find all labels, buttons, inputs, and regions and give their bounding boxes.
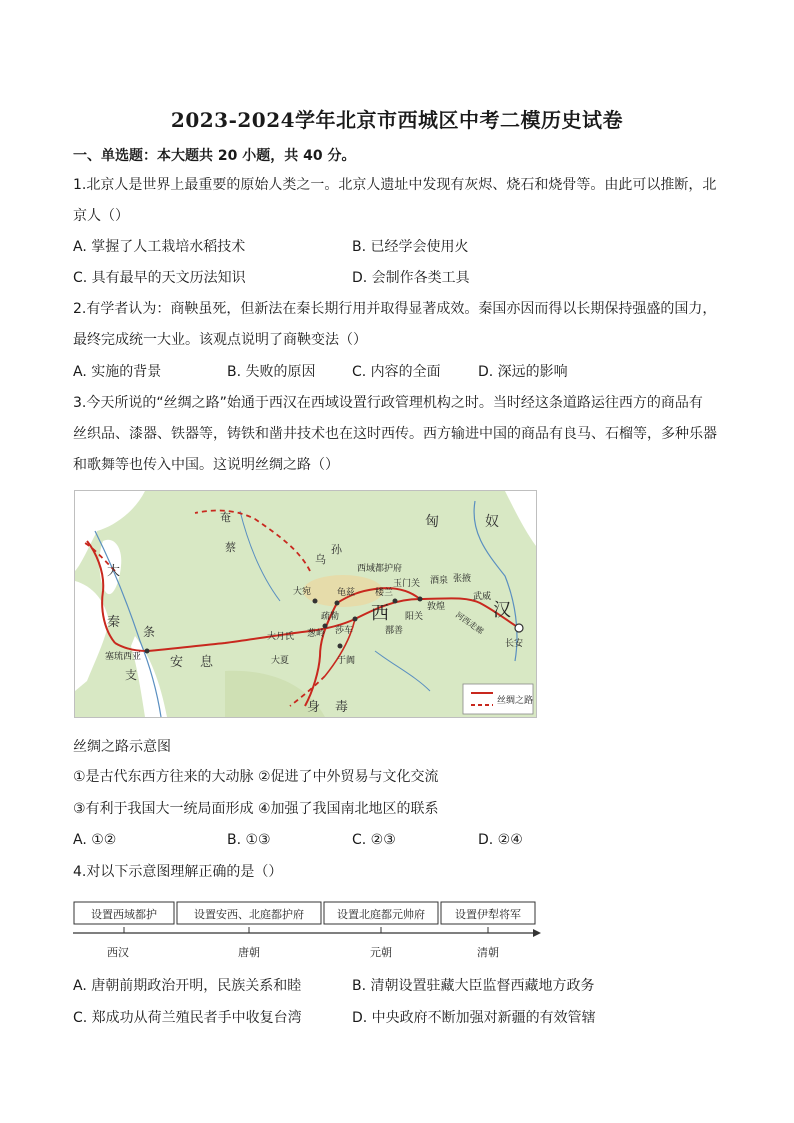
- timeline-dynasty-3: 元朝: [370, 946, 392, 959]
- place-congling: 葱岭: [307, 629, 326, 639]
- q2-option-b: B. 失败的原因: [227, 364, 316, 380]
- map-caption: 丝绸之路示意图: [73, 739, 171, 755]
- timeline-dynasty-1: 西汉: [107, 946, 129, 959]
- place-qiuci: 龟兹: [337, 588, 356, 598]
- question-2-text-cont: 最终完成统一大业。该观点说明了商鞅变法（）: [73, 332, 367, 348]
- timeline-dynasty-4: 清朝: [477, 946, 499, 959]
- q4-option-a: A. 唐朝前期政治开明，民族关系和睦: [73, 978, 302, 994]
- label-qin: 秦: [107, 615, 121, 630]
- label-yancai-2: 蔡: [225, 541, 236, 554]
- q3-statement-1: ①是古代东西方往来的大动脉 ②促进了中外贸易与文化交流: [73, 769, 439, 785]
- place-seleucia: 塞琉西亚: [105, 652, 142, 662]
- label-anxi-1: 安: [170, 655, 184, 670]
- place-dayuezhi: 大月氏: [267, 632, 295, 642]
- place-xiyu-duhufu: 西域都护府: [357, 564, 403, 574]
- city-dot: [393, 599, 398, 604]
- label-xiongnu-1: 匈: [425, 514, 439, 530]
- q2-option-c: C. 内容的全面: [352, 364, 441, 380]
- q4-option-b: B. 清朝设置驻藏大臣监督西藏地方政务: [352, 978, 595, 994]
- city-changan-dot: [515, 624, 523, 632]
- section-heading: 一、单选题：本大题共 20 小题，共 40 分。: [73, 148, 356, 164]
- q1-option-d: D. 会制作各类工具: [352, 270, 470, 286]
- city-dot: [335, 601, 340, 606]
- question-1-text-cont: 京人（）: [73, 208, 129, 224]
- silk-road-map: [74, 490, 537, 718]
- place-shule: 疏勒: [321, 612, 340, 622]
- label-zhi: 支: [125, 668, 138, 682]
- question-2-text: 2.有学者认为：商鞅虽死，但新法在秦长期行用并取得显著成效。秦国亦因而得以长期保持强盛的国力，: [73, 301, 717, 317]
- place-yutian: 于阗: [337, 656, 356, 666]
- label-shendu-1: 身: [307, 700, 321, 715]
- question-3-text-cont: 丝织品、漆器、铁器等，铸铁和凿井技术也在这时西传。西方输进中国的商品有良马、石榴等，多种乐器: [73, 426, 717, 442]
- place-yangguan: 阳关: [405, 612, 424, 622]
- xinjiang-timeline: [73, 898, 543, 968]
- place-yumenguan: 玉门关: [393, 579, 421, 589]
- label-han: 汉: [493, 600, 511, 621]
- q1-option-b: B. 已经学会使用火: [352, 239, 469, 255]
- label-xiyu: 西: [371, 603, 389, 624]
- city-dot: [418, 597, 423, 602]
- q3-option-d: D. ②④: [478, 832, 523, 848]
- place-changan: 长安: [505, 639, 524, 649]
- q1-option-a: A. 掌握了人工栽培水稻技术: [73, 239, 246, 255]
- label-wusun-1: 乌: [315, 553, 326, 566]
- place-shache: 莎车: [335, 626, 354, 636]
- city-dot: [323, 624, 328, 629]
- timeline-dynasty-2: 唐朝: [238, 946, 260, 959]
- question-3-text-cont2: 和歌舞等也传入中国。这说明丝绸之路（）: [73, 457, 339, 473]
- place-dayuan: 大宛: [293, 587, 312, 597]
- timeline-event-4: 设置伊犁将军: [455, 908, 521, 921]
- question-1-text: 1.北京人是世界上最重要的原始人类之一。北京人遗址中发现有灰烬、烧石和烧骨等。由此可以推断，北: [73, 177, 717, 193]
- silk-road-map-svg: [75, 491, 536, 717]
- label-xiongnu-2: 奴: [485, 514, 499, 530]
- q2-option-d: D. 深远的影响: [478, 364, 568, 380]
- place-zhangye: 张掖: [453, 574, 472, 584]
- question-4-text: 4.对以下示意图理解正确的是（）: [73, 864, 283, 880]
- page-title: 2023-2024学年北京市西城区中考二模历史试卷: [170, 108, 624, 132]
- timeline-event-3: 设置北庭都元帅府: [337, 908, 425, 921]
- legend-label: 丝绸之路: [497, 696, 534, 706]
- timeline-arrow-icon: [533, 929, 541, 937]
- city-dot: [353, 617, 358, 622]
- q3-statement-2: ③有利于我国大一统局面形成 ④加强了我国南北地区的联系: [73, 801, 439, 817]
- label-yancai-1: 奄: [220, 511, 231, 524]
- place-jiuquan: 酒泉: [430, 576, 449, 586]
- q3-option-c: C. ②③: [352, 832, 396, 848]
- city-dot: [145, 649, 150, 654]
- place-dunhuang: 敦煌: [427, 602, 446, 612]
- q2-option-a: A. 实施的背景: [73, 364, 162, 380]
- place-wuwei: 武威: [473, 592, 492, 602]
- q3-option-a: A. ①②: [73, 832, 117, 848]
- label-anxi-2: 息: [200, 655, 214, 670]
- q4-option-c: C. 郑成功从荷兰殖民者手中收复台湾: [73, 1010, 302, 1026]
- label-shendu-2: 毒: [335, 700, 349, 715]
- timeline-event-1: 设置西域都护: [91, 908, 157, 921]
- label-da: 大: [107, 564, 121, 579]
- place-daxia: 大夏: [271, 656, 290, 666]
- timeline-svg: [73, 898, 543, 968]
- place-shanshan: 鄯善: [385, 626, 404, 636]
- q4-option-d: D. 中央政府不断加强对新疆的有效管辖: [352, 1010, 596, 1026]
- city-dot: [338, 644, 343, 649]
- label-wusun-2: 孙: [331, 543, 342, 556]
- place-loulan: 楼兰: [375, 588, 394, 598]
- city-dot: [313, 599, 318, 604]
- timeline-event-2: 设置安西、北庭都护府: [194, 908, 304, 921]
- place-hexi-corridor: 河西走廊: [453, 610, 486, 636]
- label-tiao: 条: [143, 625, 156, 639]
- q1-option-c: C. 具有最早的天文历法知识: [73, 270, 246, 286]
- q3-option-b: B. ①③: [227, 832, 271, 848]
- question-3-text: 3.今天所说的“丝绸之路”始通于西汉在西域设置行政管理机构之时。当时经这条道路运往西方的商品有: [73, 395, 703, 411]
